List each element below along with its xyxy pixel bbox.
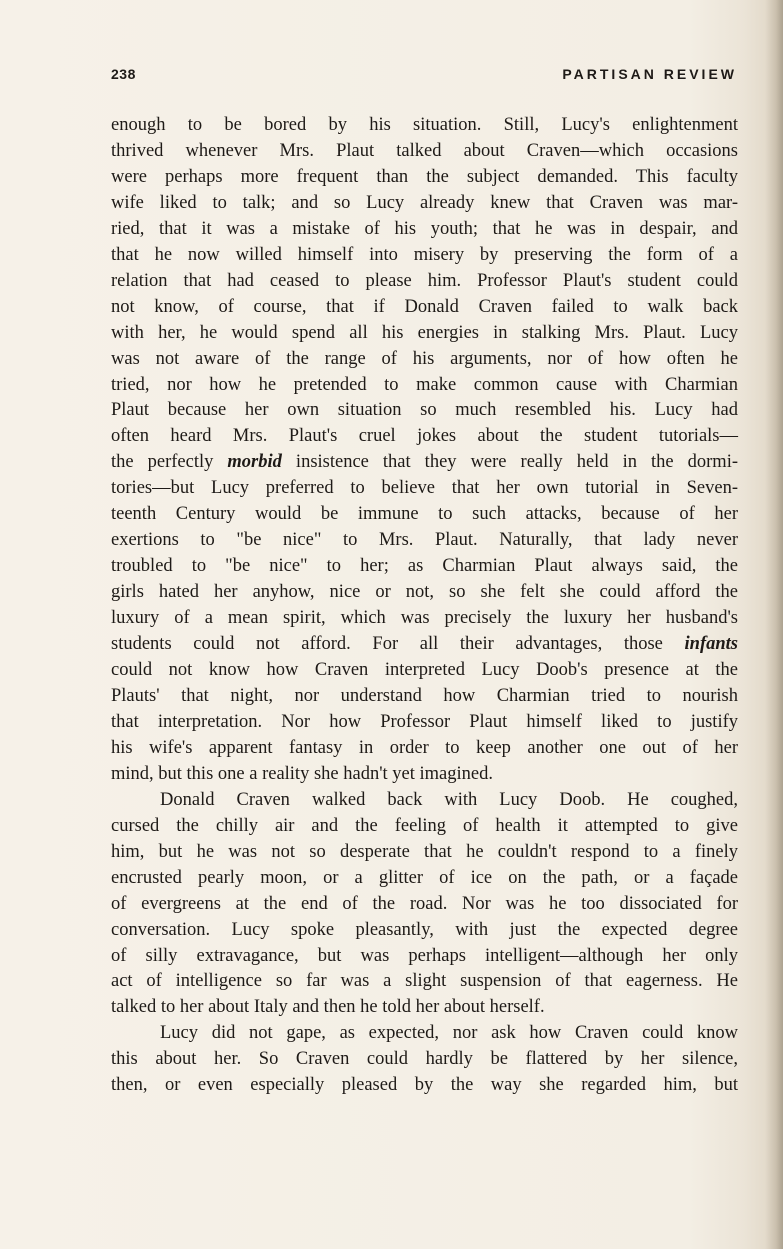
text-line: ried, that it was a mistake of his youth; that he was in despair, and [111,218,738,239]
text-line: relation that had ceased to please him. Professor Plaut's student could [111,270,738,291]
text-line: his wife's apparent fantasy in order to keep another one out of her [111,737,738,758]
text-line: often heard Mrs. Plaut's cruel jokes about the student tutorials— [111,426,738,447]
text-line: of evergreens at the end of the road. Nor was he too dissociated for [111,893,738,914]
text-line: this about her. So Craven could hardly be flattered by her silence, [111,1049,738,1070]
text-line: tories—but Lucy preferred to believe that her own tutorial in Seven- [111,478,738,499]
text-line: exertions to "be nice" to Mrs. Plaut. Naturally, that lady never [111,530,738,551]
emphasized-word: morbid [227,452,282,473]
text-line: were perhaps more frequent than the subject demanded. This faculty [111,166,738,187]
text-line: act of intelligence so far was a slight suspension of that eagerness. He [111,971,738,992]
text-line: of silly extravagance, but was perhaps intelligent—although her only [111,945,738,966]
text-line: was not aware of the range of his arguments, nor of how often he [111,348,738,369]
text-line: encrusted pearly moon, or a glitter of ice on the path, or a façade [111,867,738,888]
text-line: troubled to "be nice" to her; as Charmian Plaut always said, the [111,556,738,577]
page-edge-shadow [765,0,783,1249]
text-line: that interpretation. Nor how Professor Plaut himself liked to justify [111,711,738,732]
text-line: teenth Century would be immune to such attacks, because of her [111,504,738,525]
text-line: students could not afford. For all their advantages, those infants [111,634,738,655]
paragraph [111,1021,738,1099]
text-line: then, or even especially pleased by the way she regarded him, but [111,1075,738,1096]
text-line: Plaut because her own situation so much resembled his. Lucy had [111,400,738,421]
paragraph [111,788,738,1022]
text-line: Donald Craven walked back with Lucy Doob. He coughed, [160,789,738,810]
emphasized-word: infants [684,634,738,655]
text-line: the perfectly morbid insistence that they were really held in the dormi- [111,452,738,473]
text-line: luxury of a mean spirit, which was precisely the luxury her husband's [111,608,738,629]
text-line: him, but he was not so desperate that he couldn't respond to a finely [111,841,738,862]
text-line: that he now willed himself into misery by preserving the form of a [111,244,738,265]
text-line: talked to her about Italy and then he told her about herself. [111,997,545,1018]
text-line: cursed the chilly air and the feeling of health it attempted to give [111,815,738,836]
text-line: mind, but this one a reality she hadn't yet imagined. [111,763,493,784]
paragraph [111,113,738,788]
text-line: wife liked to talk; and so Lucy already knew that Craven was mar- [111,192,738,213]
running-head: PARTISAN REVIEW [562,66,737,82]
text-line: thrived whenever Mrs. Plaut talked about Craven—which occasions [111,140,738,161]
text-line: girls hated her anyhow, nice or not, so she felt she could afford the [111,582,738,603]
text-line: Plauts' that night, nor understand how Charmian tried to nourish [111,685,738,706]
text-line: tried, nor how he pretended to make common cause with Charmian [111,374,738,395]
page-header [111,66,737,88]
text-line: enough to be bored by his situation. Still, Lucy's enlightenment [111,115,738,135]
text-line: conversation. Lucy spoke pleasantly, with just the expected degree [111,919,738,940]
text-line: Lucy did not gape, as expected, nor ask how Craven could know [160,1023,738,1044]
text-line: with her, he would spend all his energies in stalking Mrs. Plaut. Lucy [111,322,738,343]
text-line: could not know how Craven interpreted Lucy Doob's presence at the [111,660,738,681]
text-line: not know, of course, that if Donald Craven failed to walk back [111,296,738,317]
body-text [111,113,738,1099]
page-number: 238 [111,66,136,82]
